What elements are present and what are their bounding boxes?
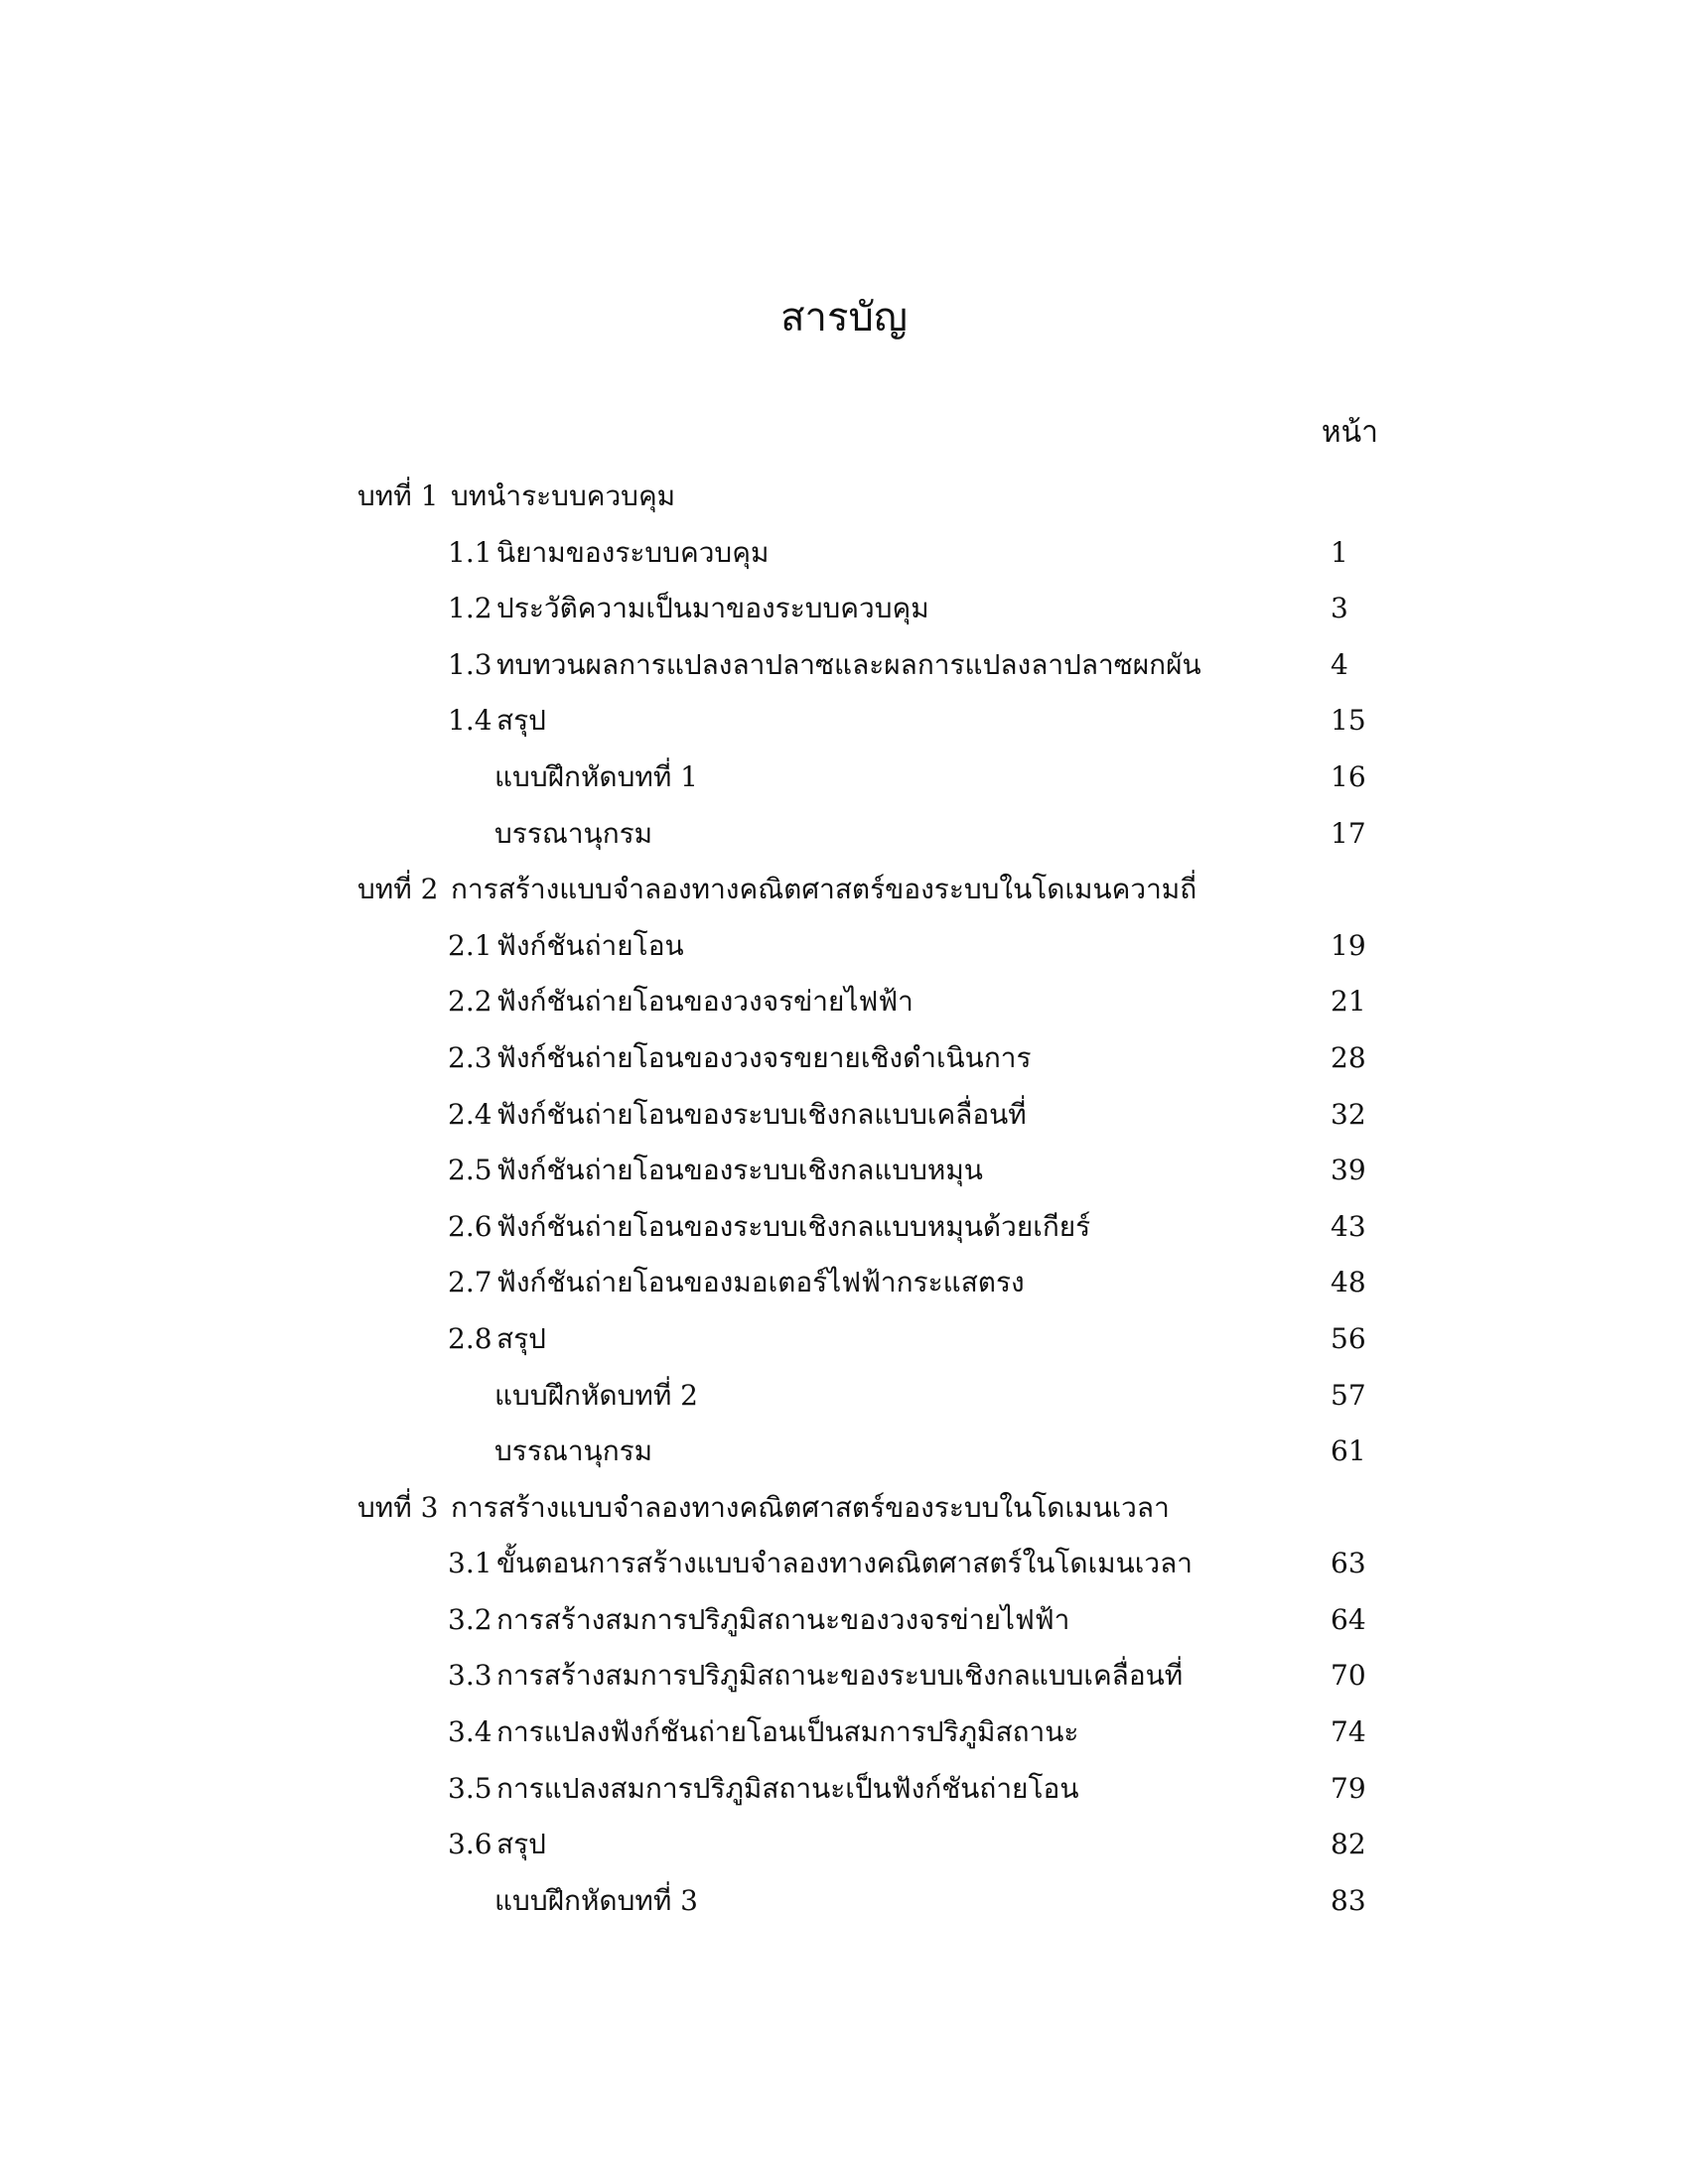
toc-entry-page: 79 [1331,1771,1366,1805]
toc-entry-section [0,1592,1688,1649]
toc-entry-chapter [0,469,1688,525]
toc-entry-section [0,918,1688,975]
toc-entry-number: 2.1 [448,928,492,962]
toc-entry-section [0,1143,1688,1199]
toc-entry-number: บทที่ 2 [357,873,439,906]
toc-entry-label: ฟังก์ชันถ่ายโอนของระบบเชิงกลแบบหมุนด้วยเกียร์ [496,1209,1091,1243]
toc-entry-section [0,637,1688,694]
toc-entry-sub [0,806,1688,863]
toc-entry-section [0,1199,1688,1256]
toc-entry-page: 4 [1331,647,1348,681]
toc-entry-section [0,1030,1688,1087]
toc-entry-sub [0,1368,1688,1425]
toc-entry-number: บทที่ 1 [357,479,439,512]
toc-entry-number: 2.3 [448,1040,492,1074]
toc-entry-page: 56 [1331,1321,1366,1355]
toc-entry-label: นิยามของระบบควบคุม [496,535,770,569]
toc-entry-label: สรุป [496,1321,546,1355]
toc-entry-section [0,693,1688,750]
toc-entry-page: 61 [1331,1434,1366,1468]
toc-entry-page: 21 [1331,985,1366,1019]
toc-entry-number: 3.3 [448,1659,492,1693]
toc-entry-page: 83 [1331,1883,1366,1917]
toc-entry-label: การแปลงสมการปริภูมิสถานะเป็นฟังก์ชันถ่ายโอน [496,1771,1079,1805]
toc-entry-label: การสร้างสมการปริภูมิสถานะของวงจรข่ายไฟฟ้า [496,1602,1070,1636]
toc-entry-number: 3.6 [448,1828,492,1861]
toc-entry-label: สรุป [496,1828,546,1861]
toc-entry-section [0,1087,1688,1144]
toc-entry-section [0,581,1688,637]
toc-entry-number: 2.2 [448,985,492,1019]
toc-entry-page: 19 [1331,928,1366,962]
toc-entry-label: ฟังก์ชันถ่ายโอนของระบบเชิงกลแบบเคลื่อนที่ [496,1097,1027,1131]
toc-entry-label: บทนำระบบควบคุม [451,479,676,512]
toc-entry-label: แบบฝึกหัดบทที่ 1 [494,759,698,793]
toc-entry-label: ฟังก์ชันถ่ายโอนของระบบเชิงกลแบบหมุน [496,1154,983,1187]
toc-entry-number: บทที่ 3 [357,1490,439,1524]
toc-entry-number: 2.6 [448,1209,492,1243]
toc-entry-page: 16 [1331,759,1366,793]
toc-entry-number: 3.4 [448,1715,492,1749]
toc-entry-label: ฟังก์ชันถ่ายโอนของวงจรขยายเชิงดำเนินการ [496,1040,1032,1074]
toc-entry-label: บรรณานุกรม [494,1434,653,1468]
toc-entry-label: ฟังก์ชันถ่ายโอนของมอเตอร์ไฟฟ้ากระแสตรง [496,1266,1025,1299]
toc-entry-page: 17 [1331,816,1366,850]
toc-entry-section [0,1817,1688,1873]
toc-entry-number: 2.7 [448,1266,492,1299]
toc-entry-label: ประวัติความเป็นมาของระบบควบคุม [496,592,929,625]
toc-entry-sub [0,750,1688,806]
toc-entry-page: 39 [1331,1154,1366,1187]
toc-entry-number: 1.2 [448,592,492,625]
toc-entry-page: 63 [1331,1547,1366,1580]
toc-entry-section [0,1536,1688,1592]
toc-entry-number: 1.3 [448,647,492,681]
toc-entry-number: 1.1 [448,535,492,569]
page-title: สารบัญ [780,295,908,341]
toc-entry-section [0,974,1688,1030]
toc-entry-section [0,525,1688,582]
toc-entry-number: 2.4 [448,1097,492,1131]
toc-entry-page: 64 [1331,1602,1366,1636]
toc-entry-label: ทบทวนผลการแปลงลาปลาซและผลการแปลงลาปลาซผกผัน [496,647,1201,681]
toc-entry-label: บรรณานุกรม [494,816,653,850]
toc-entry-label: ฟังก์ชันถ่ายโอนของวงจรข่ายไฟฟ้า [496,985,914,1019]
toc-entry-number: 2.5 [448,1154,492,1187]
toc-entry-sub [0,1424,1688,1480]
toc-entry-page: 1 [1331,535,1348,569]
toc-entry-label: การสร้างแบบจำลองทางคณิตศาสตร์ของระบบในโดเมนความถี่ [451,873,1197,906]
toc-entry-section [0,1648,1688,1705]
toc-entry-page: 15 [1331,704,1366,738]
toc-entry-page: 82 [1331,1828,1366,1861]
toc-entry-section [0,1311,1688,1368]
toc-entry-page: 32 [1331,1097,1366,1131]
toc-entry-label: การสร้างแบบจำลองทางคณิตศาสตร์ของระบบในโดเมนเวลา [451,1490,1170,1524]
toc-entry-number: 2.8 [448,1321,492,1355]
toc-entry-label: การสร้างสมการปริภูมิสถานะของระบบเชิงกลแบบเคลื่อนที่ [496,1659,1184,1693]
toc-entry-label: การแปลงฟังก์ชันถ่ายโอนเป็นสมการปริภูมิสถานะ [496,1715,1079,1749]
toc-entry-page: 70 [1331,1659,1366,1693]
toc-entry-number: 3.2 [448,1602,492,1636]
toc-entry-number: 3.5 [448,1771,492,1805]
toc-entry-page: 74 [1331,1715,1366,1749]
toc-entry-label: แบบฝึกหัดบทที่ 3 [494,1883,698,1917]
toc-entry-page: 43 [1331,1209,1366,1243]
toc-entry-label: ขั้นตอนการสร้างแบบจำลองทางคณิตศาสตร์ในโดเมนเวลา [496,1547,1193,1580]
toc-entry-page: 57 [1331,1378,1366,1412]
toc-entry-number: 3.1 [448,1547,492,1580]
toc-entry-section [0,1255,1688,1311]
toc-entry-page: 48 [1331,1266,1366,1299]
toc-entry-page: 3 [1331,592,1348,625]
toc-entry-label: แบบฝึกหัดบทที่ 2 [494,1378,698,1412]
toc-entry-section [0,1705,1688,1761]
toc-entry-number: 1.4 [448,704,492,738]
toc-entry-label: สรุป [496,704,546,738]
toc-entry-section [0,1761,1688,1818]
page-column-header: หน้า [1321,415,1378,450]
table-of-contents [0,469,1688,1929]
toc-entry-label: ฟังก์ชันถ่ายโอน [496,928,684,962]
toc-entry-sub [0,1873,1688,1930]
toc-entry-chapter [0,862,1688,918]
toc-entry-page: 28 [1331,1040,1366,1074]
toc-entry-chapter [0,1480,1688,1537]
